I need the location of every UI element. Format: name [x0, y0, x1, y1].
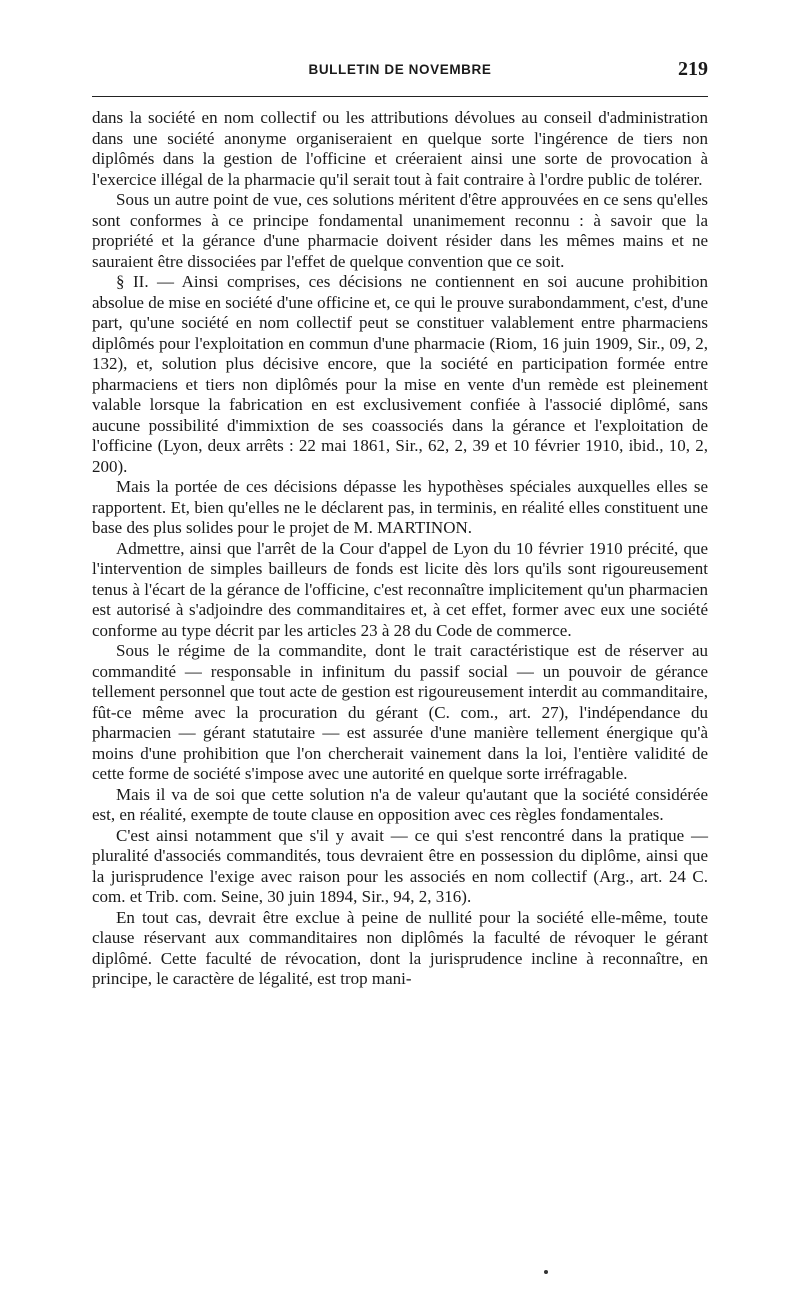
- paragraph: § II. — Ainsi comprises, ces décisions ne contiennent en soi aucune prohibition absolue de mise en société d'une officine et, ce qui le prouve surabondamment, c'est, d'une part, qu'une société en nom collectif peut se constituer valablement entre pharmaciens diplômés pour l'exploitation en commun d'une pharmacie (Riom, 16 juin 1909, Sir., 09, 2, 132), et, solution plus décisive encore, que la société en participation formée entre pharmaciens et tiers non diplômés pour la mise en vente d'un remède est pleinement valable lorsque la fabrication en est exclusivement confiée à l'associé diplômé, sans aucune possibilité d'immixtion de ses coassociés dans la gérance et l'exploitation de l'officine (Lyon, deux arrêts : 22 mai 1861, Sir., 62, 2, 39 et 10 février 1910, ibid., 10, 2, 200).: [92, 272, 708, 476]
- paragraph: Mais la portée de ces décisions dépasse les hypothèses spéciales auxquelles elles se rapportent. Et, bien qu'elles ne le déclarent pas, in terminis, en réalité elles constituent une base des plus solides pour le projet de M. MARTINON.: [92, 477, 708, 537]
- running-header: [92, 58, 708, 86]
- paragraph: Mais il va de soi que cette solution n'a de valeur qu'autant que la société considérée est, en réalité, exempte de toute clause en opposition avec ces règles fondamentales.: [92, 784, 708, 824]
- body-text: [92, 108, 708, 990]
- paragraph: C'est ainsi notamment que s'il y avait — ce qui s'est rencontré dans la pratique — pluralité d'associés commandités, tous devraient être en possession du diplôme, ainsi que la jurisprudence l'exige avec raison pour les associés en nom collectif (Arg., art. 24 C. com. et Trib. com. Seine, 30 juin 1894, Sir., 94, 2, 316).: [92, 825, 708, 906]
- paragraph: En tout cas, devrait être exclue à peine de nullité pour la société elle-même, toute clause réservant aux commanditaires non diplômés la faculté de révoquer le gérant diplômé. Cette faculté de révocation, dont la jurisprudence incline à reconnaître, en principe, le caractère de légalité, est trop mani-: [92, 907, 708, 988]
- paragraph: Admettre, ainsi que l'arrêt de la Cour d'appel de Lyon du 10 février 1910 précité, que l'intervention de simples bailleurs de fonds est licite dès lors qu'ils sont rigoureusement tenus à l'écart de la gérance de l'officine, c'est reconnaître implicitement qu'un pharmacien est autorisé à s'adjoindre des commanditaires et, à cet effet, former avec eux une société conforme au type décrit par les articles 23 à 28 du Code de commerce.: [92, 538, 708, 640]
- paragraph: Sous le régime de la commandite, dont le trait caractéristique est de réserver au commandité — responsable in infinitum du passif social — un pouvoir de gérance tellement personnel que tout acte de gestion est rigoureusement interdit au commanditaire, fût-ce même avec la procuration du gérant (C. com., art. 27), l'indépendance du pharmacien — gérant statutaire — est assurée d'une manière tellement énergique qu'à moins d'une prohibition que l'on chercherait vainement dans la loi, l'entière validité de cette forme de société s'impose avec une autorité en quelque sorte irréfragable.: [92, 641, 708, 783]
- running-title: BULLETIN DE NOVEMBRE: [308, 62, 492, 77]
- paragraph: dans la société en nom collectif ou les attributions dévolues au conseil d'administration dans une société anonyme organiseraient en quelque sorte l'ingérence de tiers non diplômés dans la gestion de l'officine et créeraient ainsi une sorte de provocation à l'exercice illégal de la pharmacie qu'il serait tout à fait contraire à l'ordre public de tolérer.: [92, 108, 708, 189]
- header-rule: [92, 96, 708, 97]
- page-number: 219: [678, 58, 708, 80]
- ink-speck: [544, 1270, 548, 1274]
- paragraph: Sous un autre point de vue, ces solutions méritent d'être approuvées en ce sens qu'elles sont conformes à ce principe fondamental unanimement reconnu : à savoir que la propriété et la gérance d'une pharmacie doivent résider dans les mêmes mains et ne sauraient être dissociées par l'effet de quelque convention que ce soit.: [92, 190, 708, 271]
